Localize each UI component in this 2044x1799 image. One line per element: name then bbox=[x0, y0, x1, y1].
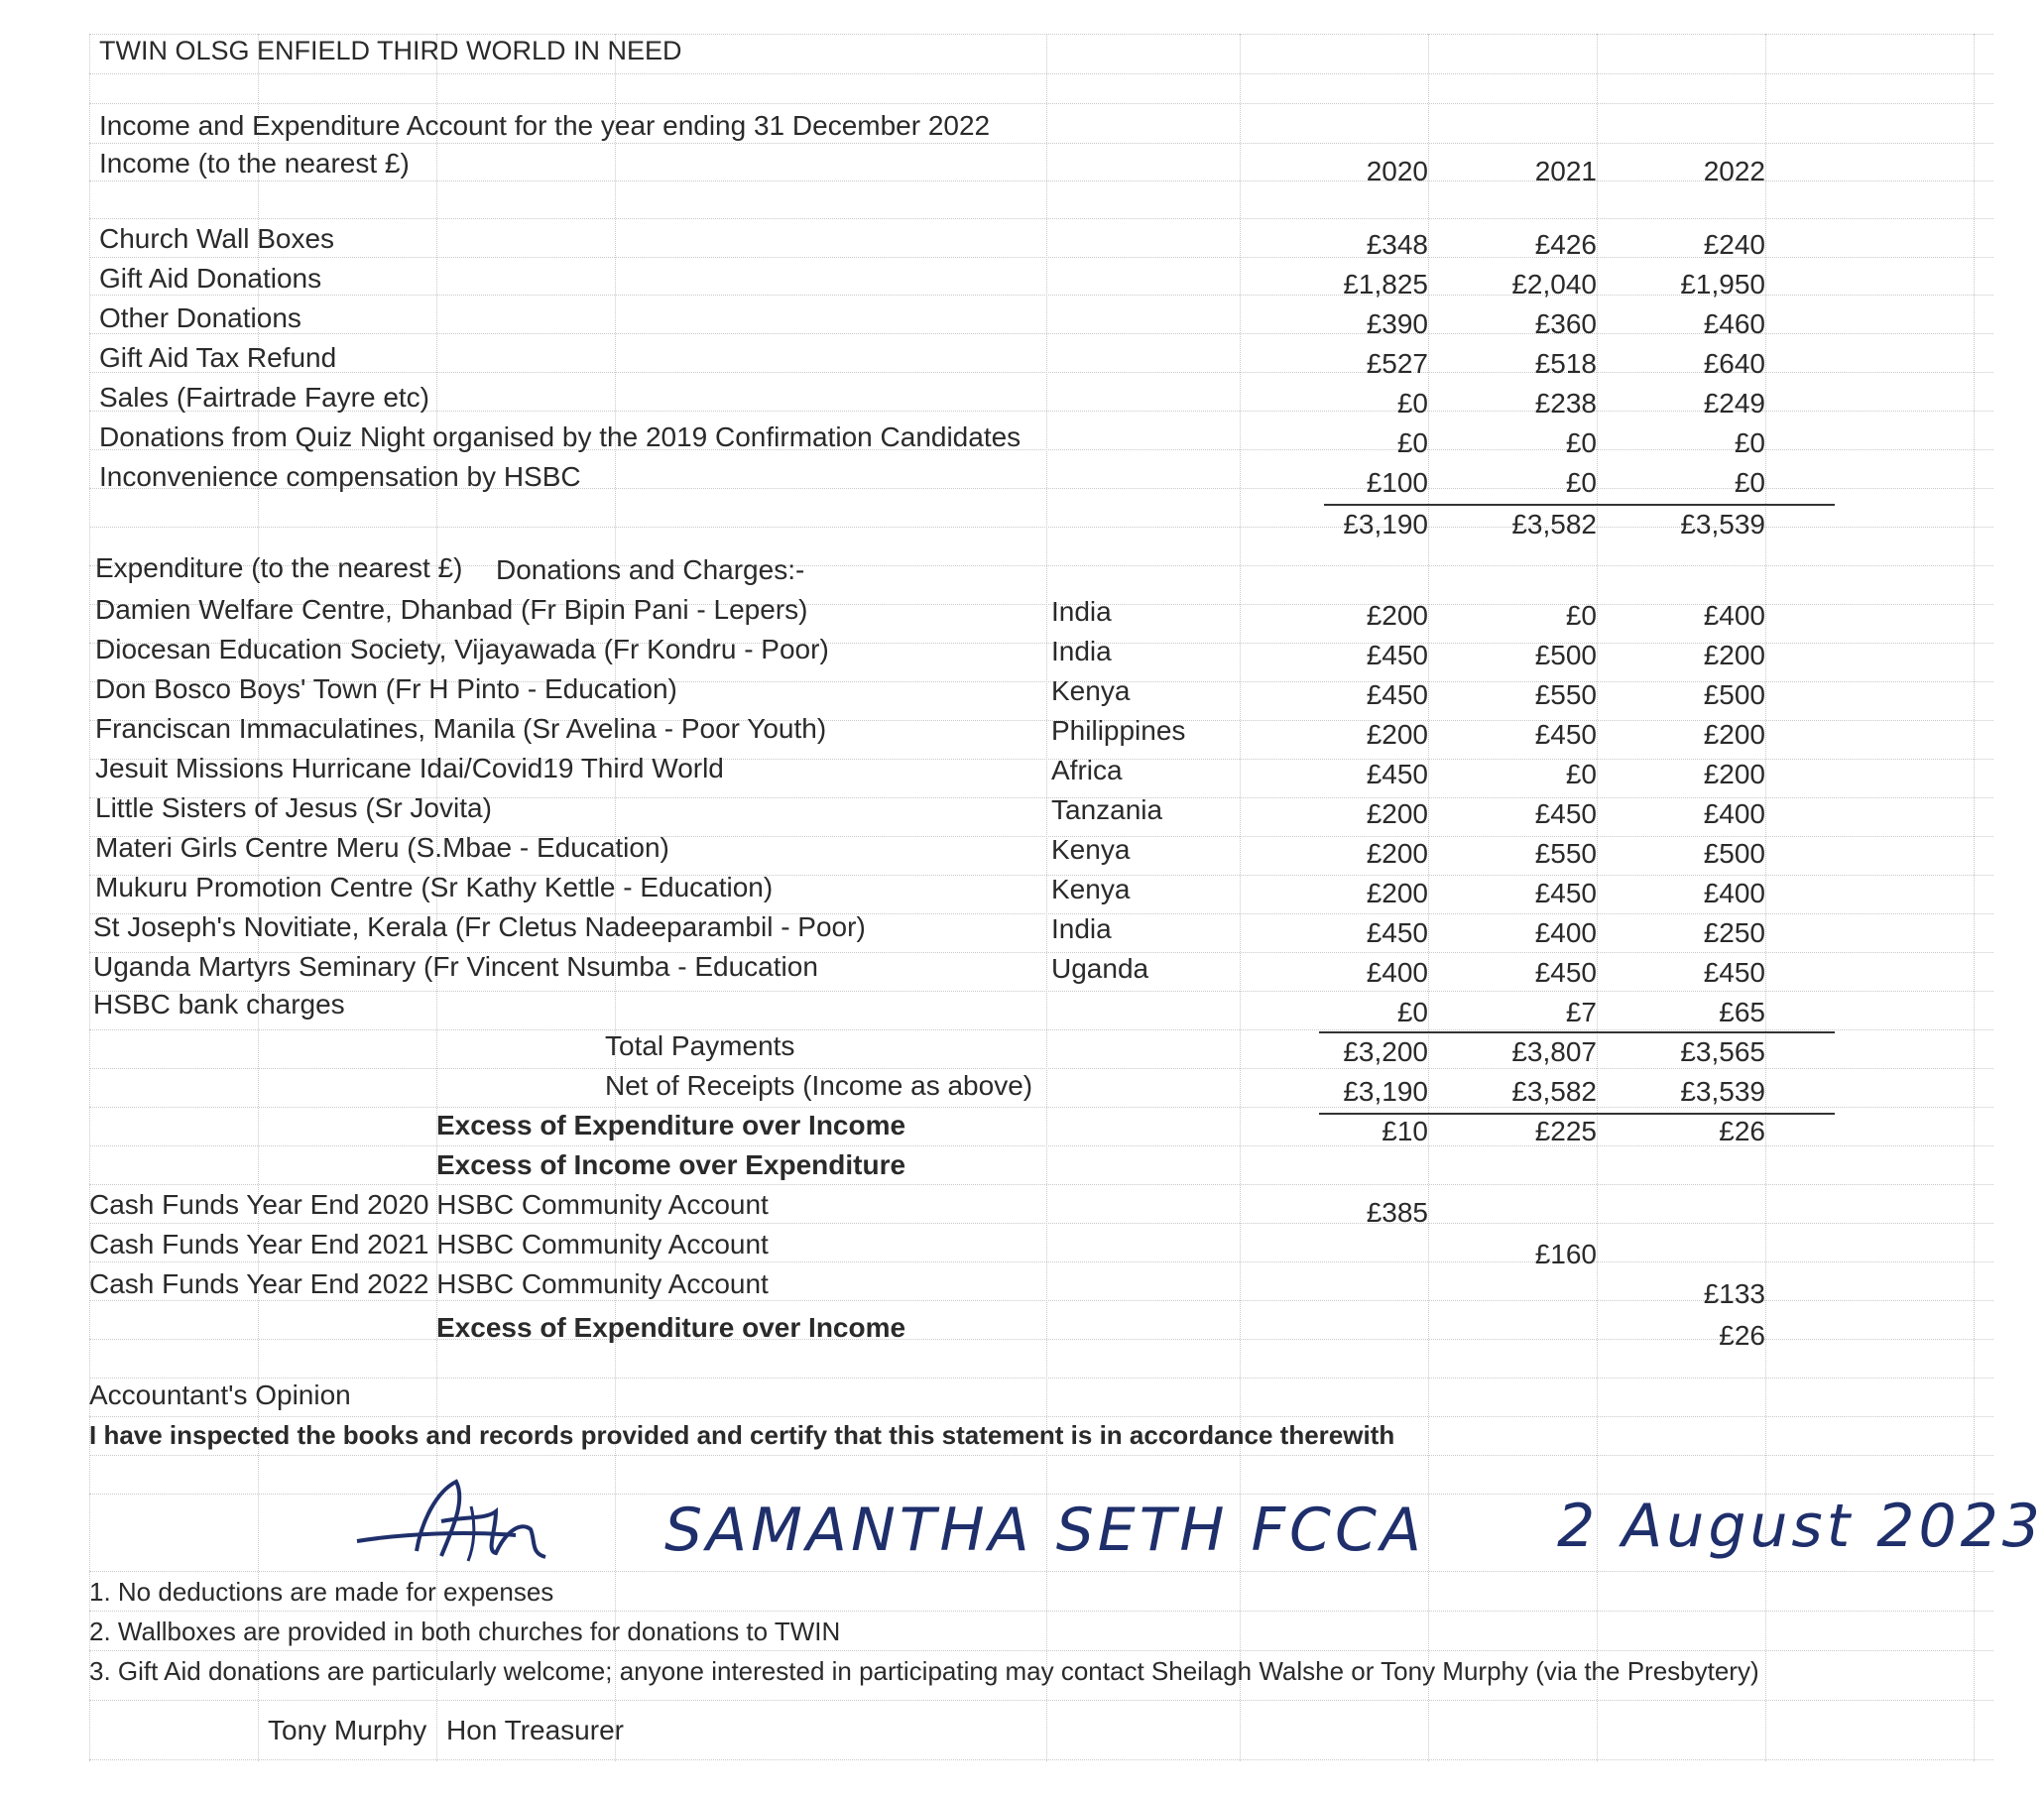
income-value: £360 bbox=[1534, 308, 1597, 339]
expenditure-value: £0 bbox=[1396, 997, 1428, 1027]
income-total-value: £3,582 bbox=[1511, 509, 1597, 540]
income-value: £348 bbox=[1366, 229, 1428, 260]
recipient-label: Materi Girls Centre Meru (S.Mbae - Education) bbox=[95, 832, 669, 863]
expenditure-value: £450 bbox=[1534, 798, 1597, 829]
income-label: Church Wall Boxes bbox=[99, 223, 335, 254]
excess-expenditure-value: £10 bbox=[1382, 1116, 1428, 1146]
grid-row-line bbox=[89, 103, 1993, 104]
recipient-country: Kenya bbox=[1051, 874, 1131, 904]
income-label: Other Donations bbox=[99, 302, 301, 333]
handwritten-date: 2 August 2023 bbox=[1557, 1492, 2044, 1561]
income-label: Inconvenience compensation by HSBC bbox=[99, 461, 581, 492]
net-receipts-value: £3,539 bbox=[1680, 1076, 1765, 1107]
income-value: £249 bbox=[1703, 388, 1765, 419]
excess-expenditure-label: Excess of Expenditure over Income bbox=[436, 1110, 906, 1140]
grid-col-line bbox=[1428, 34, 1429, 1761]
opinion-statement: I have inspected the books and records provided and certify that this statement is in accordance therewith bbox=[89, 1420, 1395, 1450]
recipient-country: Africa bbox=[1051, 755, 1123, 785]
grid-row-line bbox=[89, 218, 1993, 219]
expenditure-value: £450 bbox=[1534, 957, 1597, 988]
cash-funds-value: £133 bbox=[1703, 1278, 1765, 1309]
document-title: TWIN OLSG ENFIELD THIRD WORLD IN NEED bbox=[99, 36, 682, 65]
final-excess-value: £26 bbox=[1719, 1320, 1765, 1351]
note-item: 2. Wallboxes are provided in both churches for donations to TWIN bbox=[89, 1617, 841, 1646]
grid-row-line bbox=[89, 1416, 1993, 1417]
income-value: £238 bbox=[1534, 388, 1597, 419]
grid-row-line bbox=[89, 73, 1993, 74]
recipient-country: India bbox=[1051, 913, 1112, 944]
recipient-label: Diocesan Education Society, Vijayawada (Fr Kondru - Poor) bbox=[95, 634, 829, 664]
total-payments-value: £3,565 bbox=[1680, 1036, 1765, 1067]
total-payments-value: £3,807 bbox=[1511, 1036, 1597, 1067]
expenditure-value: £200 bbox=[1703, 719, 1765, 750]
expenditure-value: £450 bbox=[1703, 957, 1765, 988]
year-header-2022: 2022 bbox=[1703, 156, 1765, 186]
income-value: £527 bbox=[1366, 348, 1428, 379]
expenditure-value: £200 bbox=[1703, 640, 1765, 670]
income-total-value: £3,539 bbox=[1680, 509, 1765, 540]
year-header-2020: 2020 bbox=[1366, 156, 1428, 186]
expenditure-value: £200 bbox=[1366, 798, 1428, 829]
expenditure-value: £500 bbox=[1534, 640, 1597, 670]
income-label: Donations from Quiz Night organised by the 2019 Confirmation Candidates bbox=[99, 421, 1022, 452]
recipient-label: Franciscan Immaculatines, Manila (Sr Avelina - Poor Youth) bbox=[95, 713, 827, 744]
income-value: £0 bbox=[1396, 427, 1428, 458]
cash-funds-label: Cash Funds Year End 2020 HSBC Community Account bbox=[89, 1189, 769, 1220]
recipient-label: St Joseph's Novitiate, Kerala (Fr Cletus Nadeeparambil - Poor) bbox=[93, 911, 866, 942]
recipient-country: India bbox=[1051, 596, 1112, 627]
expenditure-value: £200 bbox=[1703, 759, 1765, 789]
recipient-country: Kenya bbox=[1051, 834, 1131, 865]
excess-income-label: Excess of Income over Expenditure bbox=[436, 1149, 906, 1180]
expenditure-header: Expenditure (to the nearest £) bbox=[95, 552, 463, 583]
net-receipts-value: £3,190 bbox=[1343, 1076, 1428, 1107]
total-payments-value: £3,200 bbox=[1343, 1036, 1428, 1067]
recipient-label: Mukuru Promotion Centre (Sr Kathy Kettle - Education) bbox=[95, 872, 774, 902]
income-value: £0 bbox=[1734, 427, 1765, 458]
treasurer-role: Hon Treasurer bbox=[446, 1715, 624, 1745]
grid-row-line bbox=[89, 1223, 1993, 1224]
recipient-label: HSBC bank charges bbox=[93, 989, 345, 1019]
accounts-sheet bbox=[89, 34, 2044, 1761]
expenditure-value: £450 bbox=[1366, 640, 1428, 670]
recipient-label: Uganda Martyrs Seminary (Fr Vincent Nsumba - Education bbox=[93, 951, 818, 982]
grid-row-line bbox=[89, 1455, 1993, 1456]
grid-row-line bbox=[89, 1700, 1993, 1701]
expenditure-value: £250 bbox=[1703, 917, 1765, 948]
grid-row-line bbox=[89, 1184, 1993, 1185]
recipient-country: India bbox=[1051, 636, 1112, 666]
income-value: £2,040 bbox=[1511, 269, 1597, 300]
income-value: £460 bbox=[1703, 308, 1765, 339]
final-excess-label: Excess of Expenditure over Income bbox=[436, 1312, 906, 1343]
expenditure-value: £200 bbox=[1366, 719, 1428, 750]
recipient-country: Tanzania bbox=[1051, 794, 1163, 825]
cash-funds-value: £160 bbox=[1534, 1239, 1597, 1269]
income-value: £390 bbox=[1366, 308, 1428, 339]
note-item: 1. No deductions are made for expenses bbox=[89, 1577, 554, 1607]
expenditure-value: £400 bbox=[1703, 600, 1765, 631]
income-label: Gift Aid Donations bbox=[99, 263, 322, 294]
cash-funds-label: Cash Funds Year End 2022 HSBC Community Account bbox=[89, 1268, 769, 1299]
handwritten-name: SAMANTHA SETH FCCA bbox=[664, 1496, 1425, 1565]
recipient-label: Damien Welfare Centre, Dhanbad (Fr Bipin Pani - Lepers) bbox=[95, 594, 808, 625]
payments-sum-rule bbox=[1319, 1031, 1835, 1033]
income-sum-rule bbox=[1324, 504, 1835, 506]
grid-row-line bbox=[89, 1759, 1993, 1760]
grid-row-line bbox=[89, 1261, 1993, 1262]
total-payments-label: Total Payments bbox=[605, 1030, 795, 1061]
cash-funds-value: £385 bbox=[1366, 1197, 1428, 1228]
income-value: £0 bbox=[1396, 388, 1428, 419]
income-value: £1,825 bbox=[1343, 269, 1428, 300]
grid-row-line bbox=[89, 991, 1993, 992]
grid-row-line bbox=[89, 1650, 1993, 1651]
grid-row-line bbox=[89, 1029, 1993, 1030]
recipient-country: Uganda bbox=[1051, 953, 1149, 984]
recipient-label: Little Sisters of Jesus (Sr Jovita) bbox=[95, 792, 492, 823]
expenditure-value: £550 bbox=[1534, 838, 1597, 869]
grid-row-line bbox=[89, 1611, 1993, 1612]
expenditure-value: £500 bbox=[1703, 679, 1765, 710]
income-value: £1,950 bbox=[1680, 269, 1765, 300]
document-subtitle: Income and Expenditure Account for the year ending 31 December 2022 bbox=[99, 110, 991, 141]
income-header: Income (to the nearest £) bbox=[99, 148, 410, 179]
cash-funds-label: Cash Funds Year End 2021 HSBC Community Account bbox=[89, 1229, 769, 1259]
expenditure-value: £0 bbox=[1565, 600, 1597, 631]
expenditure-value: £450 bbox=[1366, 759, 1428, 789]
income-value: £640 bbox=[1703, 348, 1765, 379]
year-header-2021: 2021 bbox=[1534, 156, 1597, 186]
net-receipts-label: Net of Receipts (Income as above) bbox=[605, 1070, 1033, 1101]
recipient-country: Philippines bbox=[1051, 715, 1186, 746]
grid-row-line bbox=[89, 1378, 1993, 1379]
expenditure-value: £65 bbox=[1719, 997, 1765, 1027]
income-label: Gift Aid Tax Refund bbox=[99, 342, 337, 373]
expenditure-subheader: Donations and Charges:- bbox=[496, 554, 805, 585]
expenditure-value: £200 bbox=[1366, 838, 1428, 869]
expenditure-value: £450 bbox=[1366, 917, 1428, 948]
recipient-label: Jesuit Missions Hurricane Idai/Covid19 Third World bbox=[95, 753, 724, 783]
opinion-heading: Accountant's Opinion bbox=[89, 1379, 351, 1410]
recipient-label: Don Bosco Boys' Town (Fr H Pinto - Education) bbox=[95, 673, 677, 704]
grid-row-line bbox=[89, 143, 1993, 144]
expenditure-value: £450 bbox=[1534, 719, 1597, 750]
income-value: £0 bbox=[1565, 427, 1597, 458]
note-item: 3. Gift Aid donations are particularly welcome; anyone interested in participating may contact Sheilagh Walshe or Tony Murphy (via the Presbytery) bbox=[89, 1656, 1759, 1686]
expenditure-value: £400 bbox=[1703, 798, 1765, 829]
recipient-country: Kenya bbox=[1051, 675, 1131, 706]
expenditure-value: £450 bbox=[1366, 679, 1428, 710]
net-receipts-value: £3,582 bbox=[1511, 1076, 1597, 1107]
income-value: £0 bbox=[1565, 467, 1597, 498]
expenditure-value: £200 bbox=[1366, 600, 1428, 631]
grid-col-line bbox=[89, 34, 90, 1761]
income-value: £426 bbox=[1534, 229, 1597, 260]
income-label: Sales (Fairtrade Fayre etc) bbox=[99, 382, 429, 413]
income-value: £518 bbox=[1534, 348, 1597, 379]
expenditure-value: £550 bbox=[1534, 679, 1597, 710]
income-total-value: £3,190 bbox=[1343, 509, 1428, 540]
expenditure-value: £200 bbox=[1366, 878, 1428, 908]
income-value: £240 bbox=[1703, 229, 1765, 260]
income-value: £100 bbox=[1366, 467, 1428, 498]
expenditure-value: £500 bbox=[1703, 838, 1765, 869]
expenditure-value: £450 bbox=[1534, 878, 1597, 908]
treasurer-name: Tony Murphy bbox=[268, 1715, 427, 1745]
expenditure-value: £7 bbox=[1565, 997, 1597, 1027]
excess-expenditure-value: £26 bbox=[1719, 1116, 1765, 1146]
expenditure-value: £0 bbox=[1565, 759, 1597, 789]
excess-expenditure-value: £225 bbox=[1534, 1116, 1597, 1146]
expenditure-value: £400 bbox=[1366, 957, 1428, 988]
expenditure-value: £400 bbox=[1534, 917, 1597, 948]
expenditure-value: £400 bbox=[1703, 878, 1765, 908]
accountant-signature bbox=[347, 1462, 645, 1581]
income-value: £0 bbox=[1734, 467, 1765, 498]
